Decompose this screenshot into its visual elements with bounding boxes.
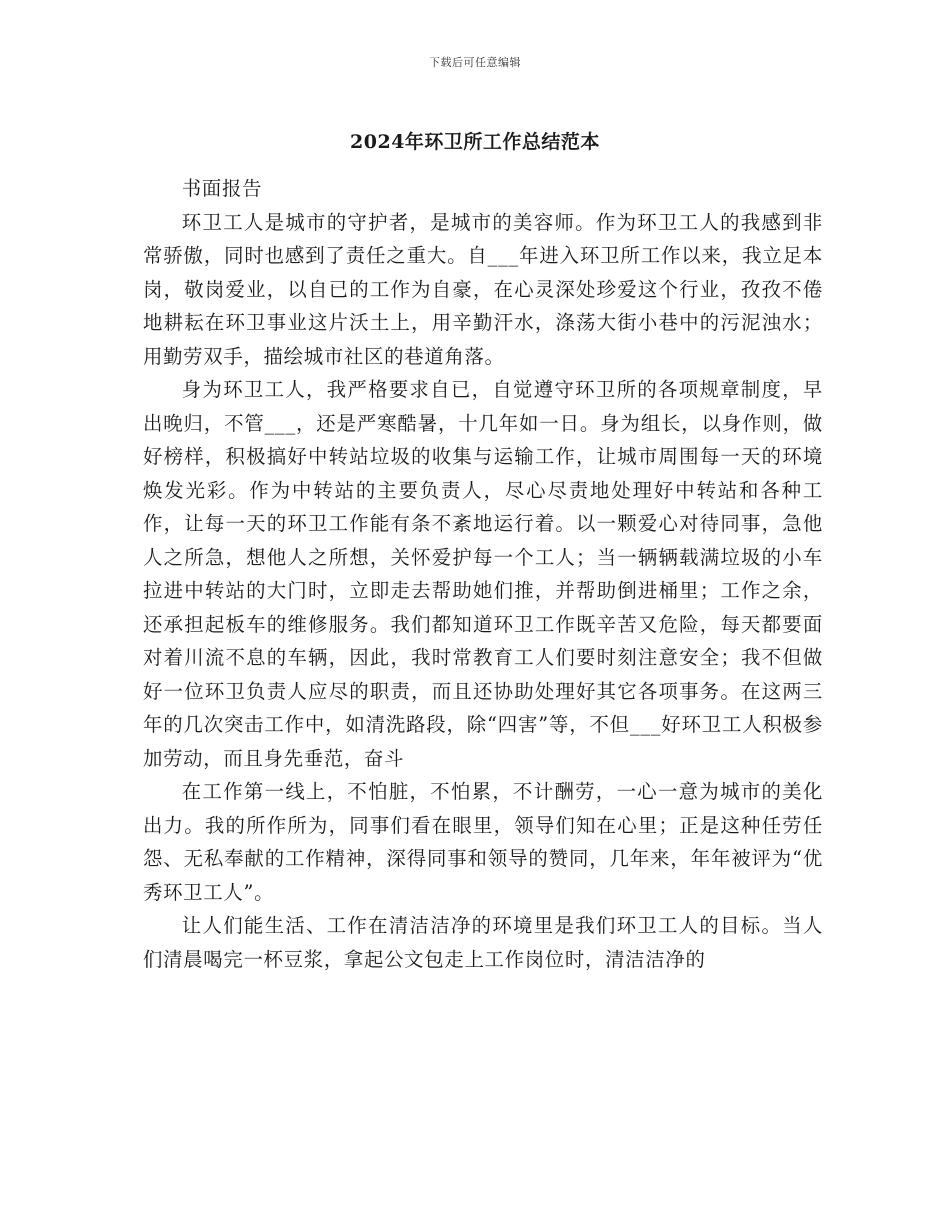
document-title: 2024年环卫所工作总结范本 <box>350 131 600 153</box>
paragraph-goal: 让人们能生活、工作在清洁洁净的环境里是我们环卫工人的目标。当人们清晨喝完一杯豆浆，拿起公文包走上工作岗位时，清洁洁净的 <box>143 914 823 971</box>
paragraph-report-label: 书面报告 <box>181 177 263 200</box>
document-body <box>143 172 823 976</box>
header-note: 下载后可任意编辑 <box>429 56 521 69</box>
paragraph-frontline: 在工作第一线上，不怕脏，不怕累，不计酬劳，一心一意为城市的美化出力。我的所作所为，同事们看在眼里，领导们知在心里；正是这种任劳任怨、无私奉献的工作精神，深得同事和领导的赞同，几年来，年年被评为“优秀环卫工人”。 <box>143 780 823 904</box>
paragraph-intro: 环卫工人是城市的守护者，是城市的美容师。作为环卫工人的我感到非常骄傲，同时也感到了责任之重大。自___年进入环卫所工作以来，我立足本岗，敬岗爱业，以自已的工作为自豪，在心灵深处珍爱这个行业，孜孜不倦地耕耘在环卫事业这片沃土上，用辛勤汗水，涤荡大街小巷中的污泥浊水；用勤劳双手，描绘城市社区的巷道角落。 <box>143 210 823 368</box>
paragraph-duties: 身为环卫工人，我严格要求自已，自觉遵守环卫所的各项规章制度，早出晚归，不管___，还是严寒酷暑，十几年如一日。身为组长，以身作则，做好榜样，积极搞好中转站垃圾的收集与运输工作，让城市周围每一天的环境焕发光彩。作为中转站的主要负责人，尽心尽责地处理好中转站和各种工作，让每一天的环卫工作能有条不紊地运行着。以一颗爱心对待同事，急他人之所急，想他人之所想，关怀爱护每一个工人；当一辆辆载满垃圾的小车拉进中转站的大门时，立即走去帮助她们推，并帮助倒进桶里；工作之余，还承担起板车的维修服务。我们都知道环卫工作既辛苦又危险，每天都要面对着川流不息的车辆，因此，我时常教育工人们要时刻注意安全；我不但做好一位环卫负责人应尽的职责，而且还协助处理好其它各项事务。在这两三年的几次突击工作中，如清洗路段，除“四害”等，不但___好环卫工人积极参加劳动，而且身先垂范，奋斗 <box>143 378 823 770</box>
